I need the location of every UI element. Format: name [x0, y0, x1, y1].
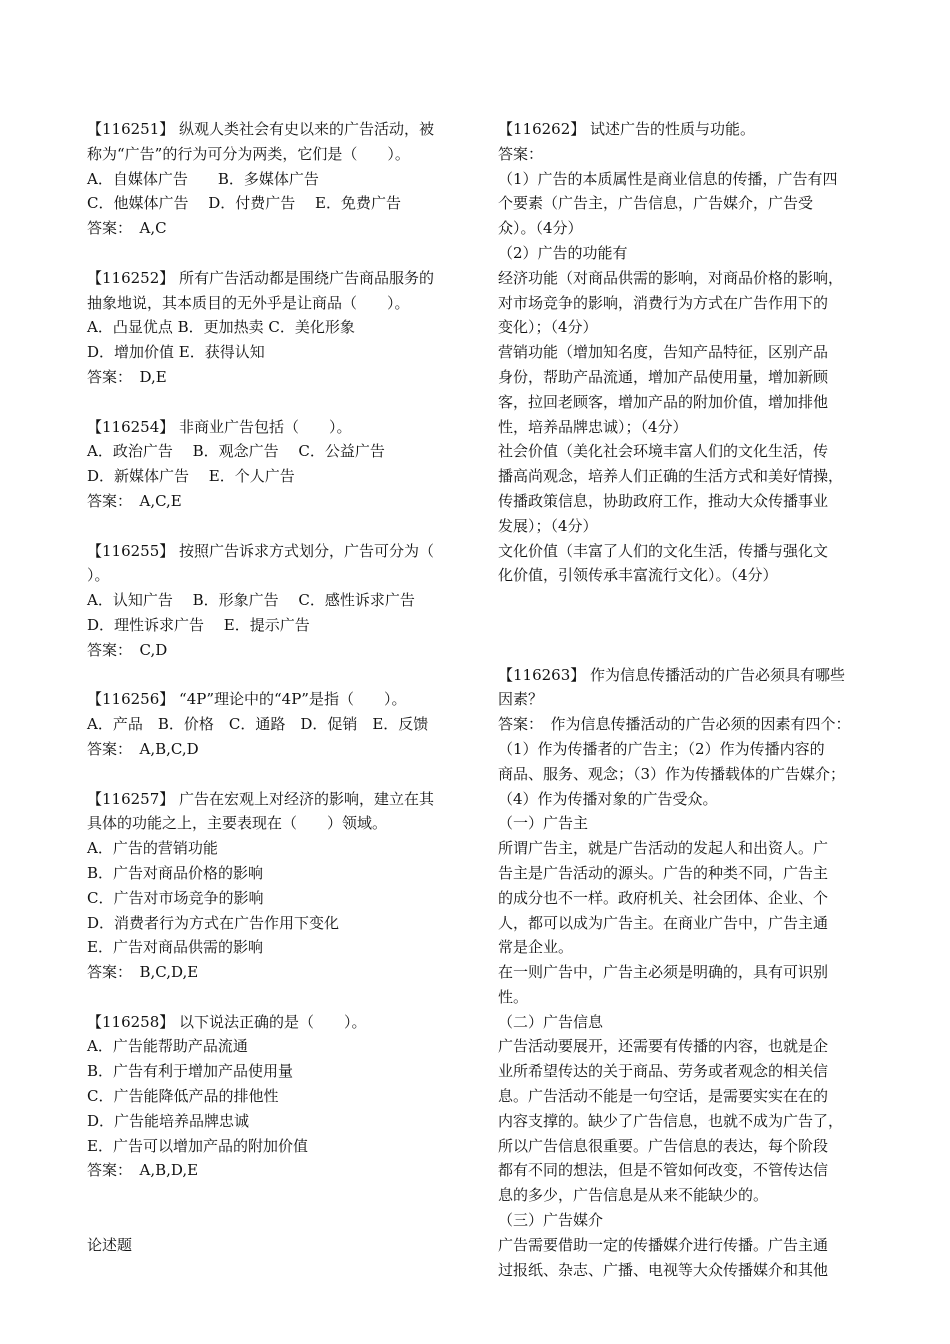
option-line: B．广告有利于增加产品使用量	[87, 1062, 294, 1081]
answer-text: 客，拉回老顾客，增加产品的附加价值，增加排他	[498, 392, 829, 411]
option-line: A．产品 B．价格 C．通路 D．促销 E．反馈	[87, 715, 429, 734]
question-text: 【116257】 广告在宏观上对经济的影响，建立在其	[87, 789, 435, 808]
question-text: 【116258】 以下说法正确的是（ ）。	[87, 1012, 367, 1031]
question-text: 【116255】 按照广告诉求方式划分，广告可分为（	[87, 541, 435, 560]
question-text: 称为“广告”的行为可分为两类，它们是（ ）。	[87, 144, 410, 163]
option-line: A．政治广告 B．观念广告 C．公益广告	[87, 442, 385, 461]
question-text: ）。	[87, 566, 110, 585]
answer-text: 都有不同的想法，但是不管如何改变，不管传达信	[498, 1161, 829, 1180]
answer-text: 答案： 作为信息传播活动的广告必须的因素有四个：	[498, 715, 851, 734]
question-text: 【116263】 作为信息传播活动的广告必须具有哪些	[498, 665, 846, 684]
question-116255	[87, 539, 467, 663]
option-line: B．广告对商品价格的影响	[87, 863, 264, 882]
option-line: A．广告能帮助产品流通	[87, 1037, 248, 1056]
option-line: D．新媒体广告 E．个人广告	[87, 467, 295, 486]
answer-text: 性，培养品牌忠诚）；（4分）	[498, 417, 688, 436]
question-116257	[87, 787, 467, 985]
answer-text: 所以广告信息很重要。广告信息的表达，每个阶段	[498, 1136, 829, 1155]
answer-text: 所谓广告主，就是广告活动的发起人和出资人。广	[498, 839, 829, 858]
answer-label: 答案：	[498, 144, 544, 163]
question-116251	[87, 117, 467, 241]
answer-text: 经济功能（对商品供需的影响，对商品价格的影响，	[498, 268, 844, 287]
answer-text: 业所希望传达的关于商品、劳务或者观念的相关信	[498, 1062, 829, 1081]
answer-text: 在一则广告中，广告主必须是明确的，具有可识别	[498, 963, 829, 982]
answer-text: 众）。（4分）	[498, 219, 583, 238]
question-116258	[87, 1010, 467, 1184]
answer-text: 性。	[498, 987, 529, 1006]
question-text: 因素？	[498, 690, 544, 709]
answer-text: 营销功能（增加知名度，告知产品特征，区别产品	[498, 343, 829, 362]
answer-text: 息的多少，广告信息是从来不能缺少的。	[498, 1186, 769, 1205]
question-116262	[498, 117, 880, 588]
answer-line: 答案： A,B,C,D	[87, 739, 199, 758]
answer-text: 商品、服务、观念；（3）作为传播载体的广告媒介；	[498, 764, 846, 783]
answer-text: 广告活动要展开，还需要有传播的内容，也就是企	[498, 1037, 829, 1056]
answer-text: 变化）；（4分）	[498, 318, 598, 337]
question-text: 【116262】 试述广告的性质与功能。	[498, 120, 756, 138]
answer-text: 对市场竞争的影响，消费行为方式在广告作用下的	[498, 293, 829, 312]
answer-text: （1）作为传播者的广告主；（2）作为传播内容的	[498, 739, 825, 758]
answer-text: 发展）；（4分）	[498, 516, 598, 535]
option-line: A．广告的营销功能	[87, 839, 218, 858]
answer-text: 化价值，引领传承丰富流行文化）。（4分）	[498, 566, 778, 585]
option-line: C．他媒体广告 D．付费广告 E．免费广告	[87, 194, 401, 213]
subheading: （二）广告信息	[498, 1012, 604, 1031]
answer-text: 常是企业。	[498, 938, 574, 957]
answer-line: 答案： C,D	[87, 640, 168, 659]
option-line: E．广告可以增加产品的附加价值	[87, 1136, 308, 1155]
answer-text: （1）广告的本质属性是商业信息的传播，广告有四	[498, 169, 838, 188]
answer-text: 过报纸、杂志、广播、电视等大众传播媒介和其他	[498, 1260, 829, 1279]
answer-line: 答案： A,C,E	[87, 491, 182, 510]
question-116254	[87, 415, 467, 514]
answer-text: 息。广告活动不能是一句空话，是需要实实在在的	[498, 1087, 829, 1106]
option-line: D．增加价值 E．获得认知	[87, 343, 265, 362]
question-text: 抽象地说，其本质目的无外乎是让商品（ ）。	[87, 293, 410, 312]
option-line: E．广告对商品供需的影响	[87, 938, 263, 957]
answer-text: 文化价值（丰富了人们的文化生活，传播与强化文	[498, 541, 829, 560]
answer-text: （2）广告的功能有	[498, 243, 628, 262]
question-text: 【116252】 所有广告活动都是围绕广告商品服务的	[87, 268, 435, 287]
question-text: 【116256】 “4P”理论中的“4P”是指（ ）。	[87, 690, 407, 709]
option-line: C．广告对市场竞争的影响	[87, 888, 264, 907]
option-line: D．消费者行为方式在广告作用下变化	[87, 913, 340, 932]
question-text: 【116251】 纵观人类社会有史以来的广告活动，被	[87, 120, 435, 138]
answer-text: 身份，帮助产品流通，增加产品使用量，增加新顾	[498, 367, 829, 386]
left-column	[87, 117, 467, 1258]
question-116256	[87, 687, 467, 761]
option-line: A．认知广告 B．形象广告 C．感性诉求广告	[87, 591, 415, 610]
option-line: A．凸显优点 B．更加热卖 C．美化形象	[87, 318, 355, 337]
option-line: D．理性诉求广告 E．提示广告	[87, 615, 310, 634]
answer-text: 个要素（广告主，广告信息，广告媒介，广告受	[498, 194, 814, 213]
question-116252	[87, 266, 467, 390]
answer-text: （4）作为传播对象的广告受众。	[498, 789, 718, 808]
section-heading: 论述题	[87, 1235, 133, 1254]
answer-text: 告主是广告活动的源头。广告的种类不同，广告主	[498, 863, 829, 882]
right-column	[498, 117, 880, 1282]
question-text: 【116254】 非商业广告包括（ ）。	[87, 417, 352, 436]
answer-line: 答案： A,C	[87, 219, 167, 238]
answer-text: 的成分也不一样。政府机关、社会团体、企业、个	[498, 888, 829, 907]
answer-text: 内容支撑的。缺少了广告信息，也就不成为广告了，	[498, 1111, 844, 1130]
question-116263	[498, 663, 880, 1283]
option-line: D．广告能培养品牌忠诚	[87, 1111, 250, 1130]
answer-text: 播高尚观念，培养人们正确的生活方式和美好情操，	[498, 467, 844, 486]
option-line: A．自媒体广告 B．多媒体广告	[87, 169, 319, 188]
question-text: 具体的功能之上，主要表现在（ ）领域。	[87, 814, 388, 833]
answer-text: 广告需要借助一定的传播媒介进行传播。广告主通	[498, 1235, 829, 1254]
subheading: （三）广告媒介	[498, 1211, 604, 1230]
answer-line: 答案： B,C,D,E	[87, 963, 199, 982]
answer-line: 答案： A,B,D,E	[87, 1161, 199, 1180]
option-line: C．广告能降低产品的排他性	[87, 1087, 279, 1106]
answer-text: 社会价值（美化社会环境丰富人们的文化生活，传	[498, 442, 829, 461]
answer-text: 人，都可以成为广告主。在商业广告中，广告主通	[498, 913, 829, 932]
subheading: （一）广告主	[498, 814, 589, 833]
answer-line: 答案： D,E	[87, 367, 167, 386]
answer-text: 传播政策信息，协助政府工作，推动大众传播事业	[498, 491, 829, 510]
